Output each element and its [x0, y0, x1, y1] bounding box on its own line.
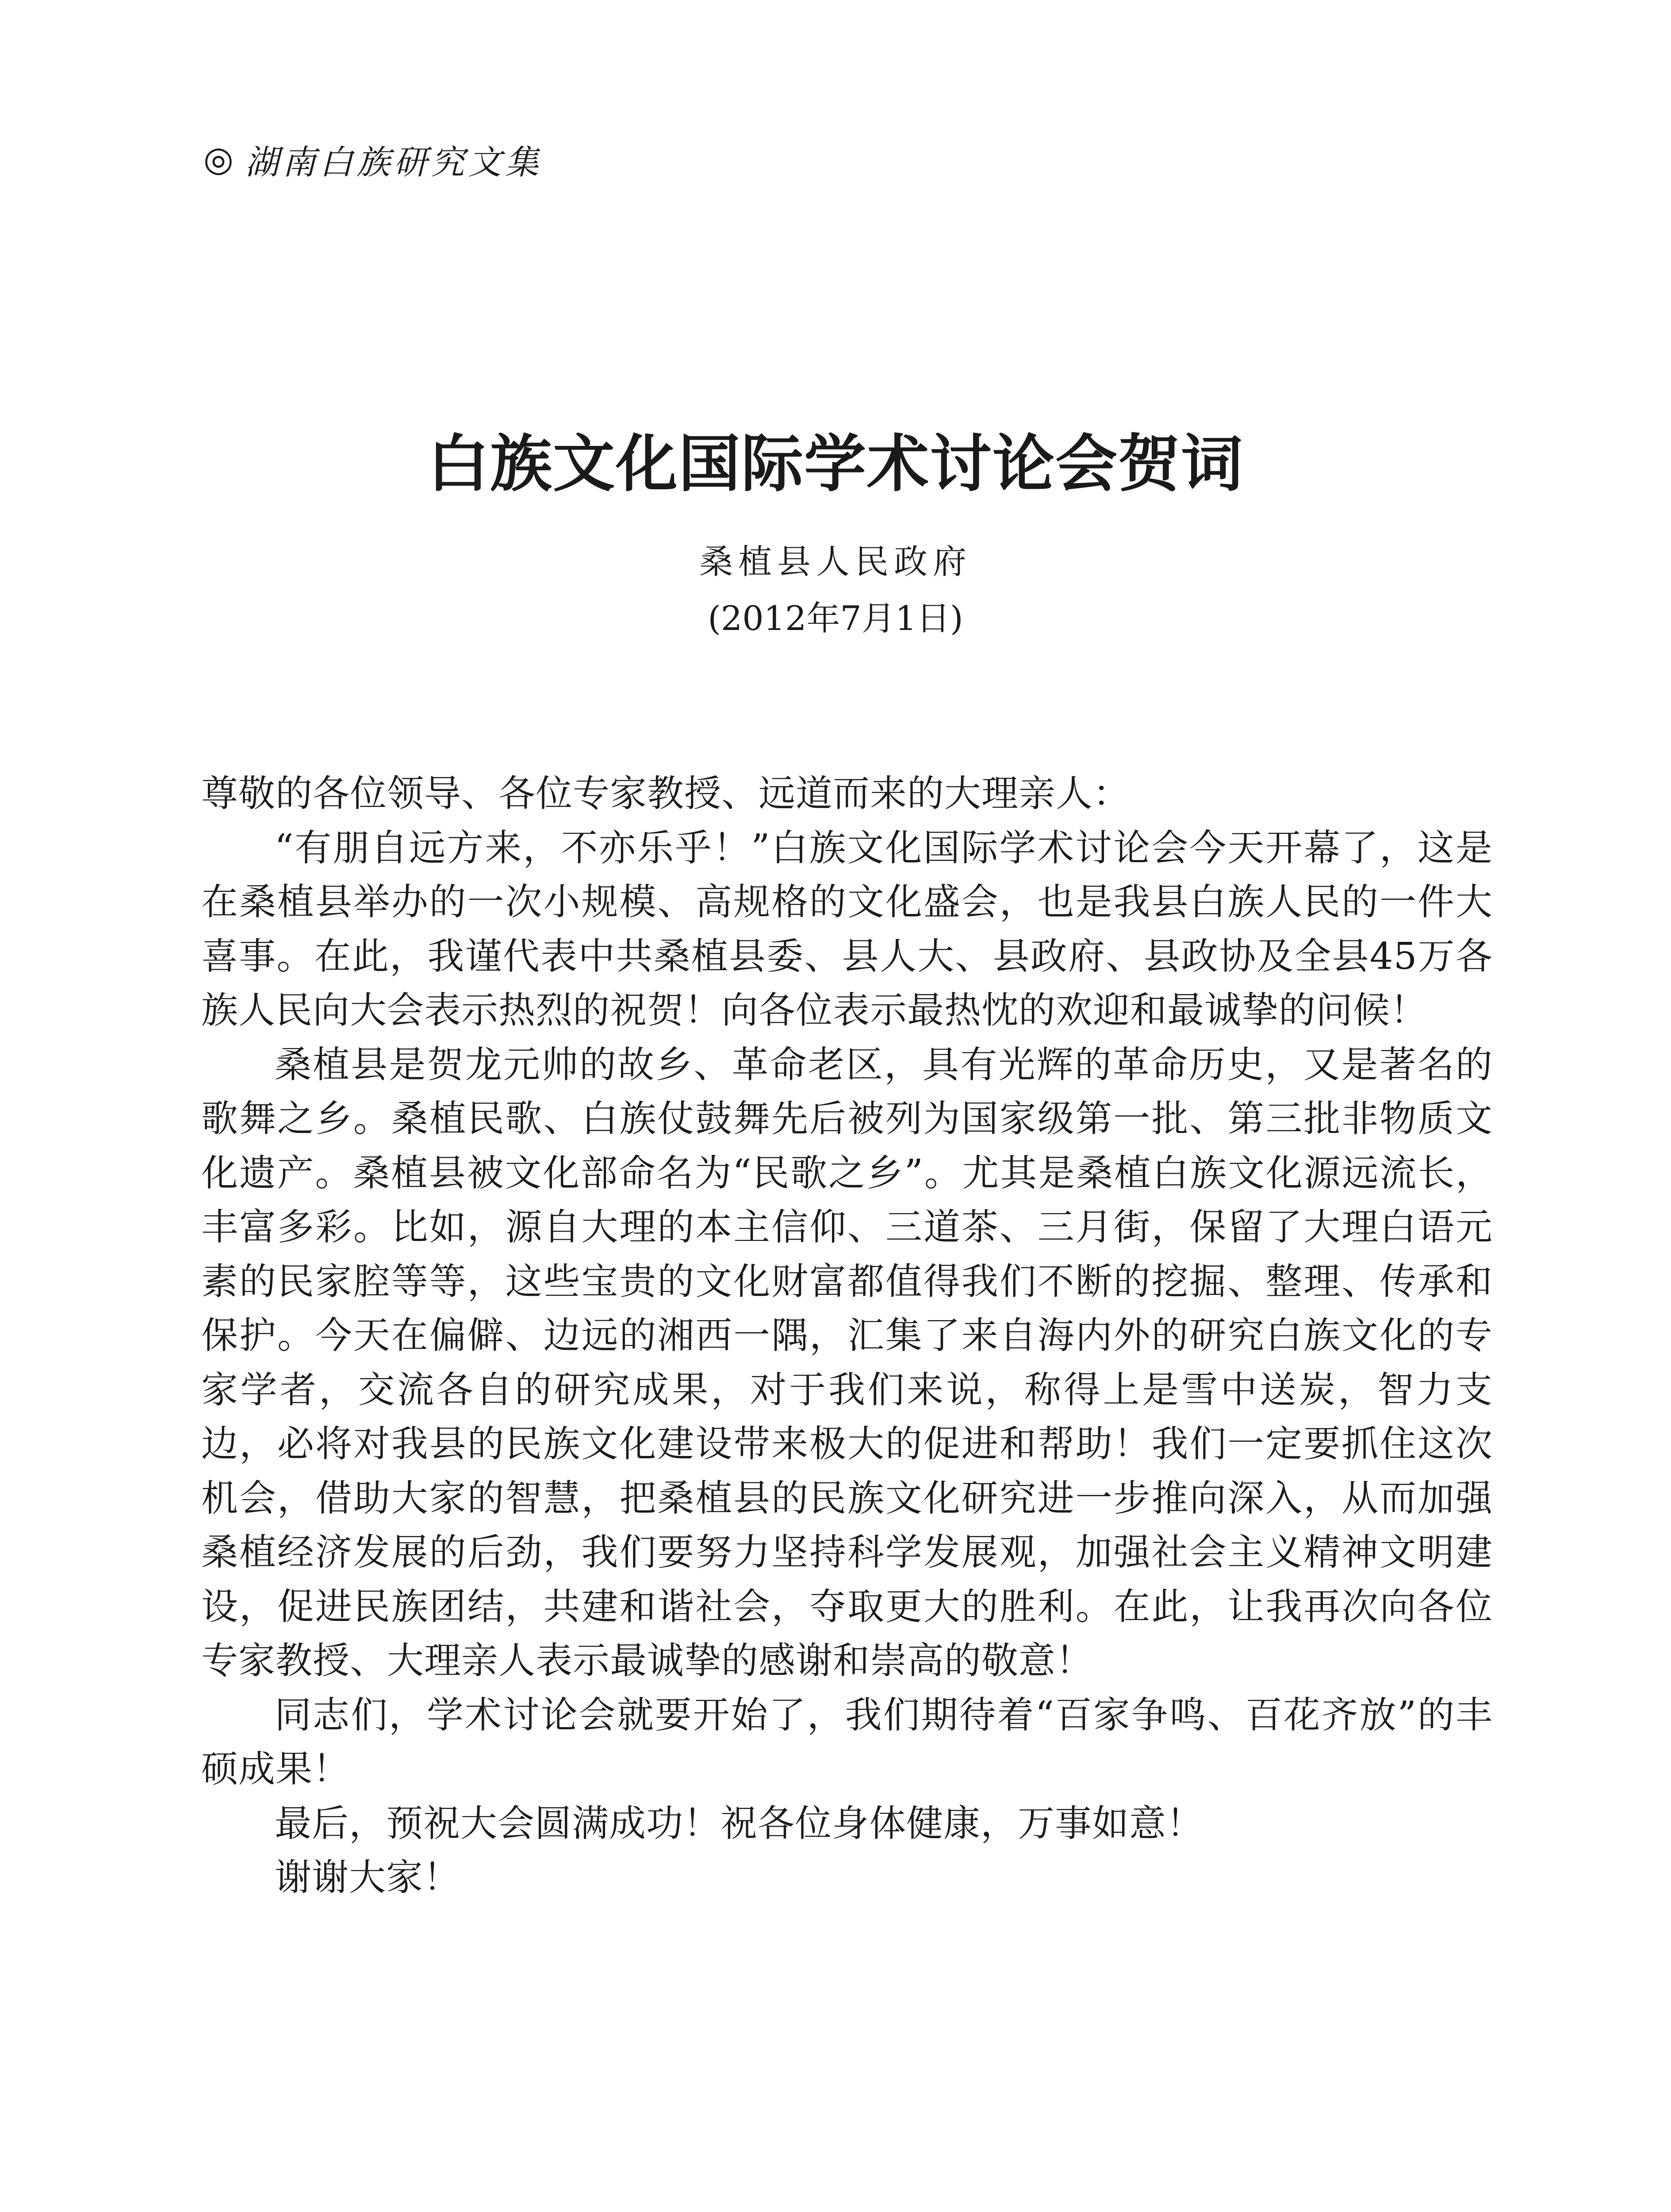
article-date: (2012年7月1日) — [708, 599, 963, 638]
greeting-line: 尊敬的各位领导、各位专家教授、远道而来的大理亲人： — [201, 772, 1130, 815]
article-body — [201, 767, 1493, 1905]
body-paragraph: 同志们，学术讨论会就要开始了，我们期待着“百家争鸣、百花齐放”的丰硕成果！ — [201, 1693, 1493, 1790]
body-paragraph: 桑植县是贺龙元帅的故乡、革命老区，具有光辉的革命历史，又是著名的歌舞之乡。桑植民歌、白族仗鼓舞先后被列为国家级第一批、第三批非物质文化遗产。桑植县被文化部命名为“民歌之乡”。尤其是桑植白族文化源远流长，丰富多彩。比如，源自大理的本主信仰、三道茶、三月街，保留了大理白语元素的民家腔等等，这些宝贵的文化财富都值得我们不断的挖掘、整理、传承和保护。今天在偏僻、边远的湘西一隅，汇集了来自海内外的研究白族文化的专家学者，交流各自的研究成果，对于我们来说，称得上是雪中送炭，智力支边，必将对我县的民族文化建设带来极大的促进和帮助！我们一定要抓住这次机会，借助大家的智慧，把桑植县的民族文化研究进一步推向深入，从而加强桑植经济发展的后劲，我们要努力坚持科学发展观，加强社会主义精神文明建设，促进民族团结，共建和谐社会，夺取更大的胜利。在此，让我再次向各位专家教授、大理亲人表示最诚挚的感谢和崇高的敬意！ — [201, 1043, 1493, 1682]
circle-mark-icon: ◎ — [203, 139, 238, 179]
series-title: 湖南白族研究文集 — [245, 142, 543, 182]
body-paragraph: 最后，预祝大会圆满成功！祝各位身体健康，万事如意！ — [275, 1801, 1203, 1845]
article-author: 桑植县人民政府 — [699, 542, 972, 581]
source-note — [259, 2207, 794, 2212]
running-header — [203, 133, 542, 186]
article-title: 白族文化国际学术讨论会贺词 — [427, 428, 1244, 500]
body-paragraph: 谢谢大家！ — [275, 1856, 460, 1899]
body-paragraph: “有朋自远方来，不亦乐乎！”白族文化国际学术讨论会今天开幕了，这是在桑植县举办的一次小规模、高规格的文化盛会，也是我县白族人民的一件大喜事。在此，我谨代表中共桑植县委、县人大、县政府、县政协及全县45万各族人民向大会表示热烈的祝贺！向各位表示最热忱的欢迎和最诚挚的问候！ — [201, 826, 1493, 1032]
